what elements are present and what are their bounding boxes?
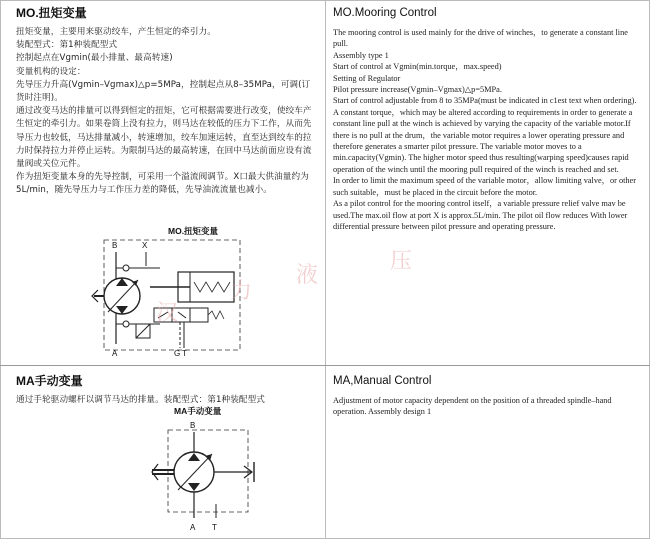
mo-diagram-title: MO.扭矩变量 [168, 226, 219, 236]
mo-zh-line-2: 装配型式：第1种装配型式 [16, 40, 118, 51]
watermark-char-1: 汉 [156, 301, 179, 326]
mo-zh-line-5: 先导压力升高(Vgmin–Vgmax)△p=5MPa，控制起点从8–35MPa，可调(订货时注明)。 [16, 79, 311, 104]
mo-en-section [333, 6, 641, 232]
mo-zh-line-3: 控制起点在Vgmin(最小排量、最高转速) [16, 53, 173, 64]
ma-port-t: T [212, 523, 217, 532]
mo-zh-line-7: 作为扭矩变量本身的先导控制，可采用一个溢流阀调节。X口最大供油量约为5L/min，随先导压力与工作压力差的降低，先导油流流量也减小。 [16, 172, 309, 196]
ma-en-line-1: Adjustment of motor capacity dependent on the position of a threaded spindle–hand operation. Assembly design 1 [333, 396, 612, 417]
mo-port-b: B [112, 241, 118, 250]
section-divider [0, 365, 650, 366]
mo-en-title: MO.Mooring Control [333, 7, 437, 19]
ma-hydraulic-diagram [140, 404, 270, 536]
mo-en-line-2: Assembly type 1 [333, 50, 389, 60]
mo-zh-line-6: 通过改变马达的排量可以得到恒定的扭矩，它可根据需要进行改变，使绞车产生恒定的牵引力。如果卷筒上没有拉力，则马达在较低的压力下工作，从而先导压力也较低，马达排量减小，转速增加，绞车加速运转，直至达到绞车的拉力时保持拉力并停止运转。为限制马达的最高转速，在回中马达前面应设有流量阀或关位元件。 [16, 106, 312, 170]
ma-zh-title: MA手动变量 [16, 374, 83, 388]
mo-port-t: T [182, 349, 187, 358]
watermark-char-2: 力 [230, 279, 253, 304]
mo-en-line-7: A constant torque，which may be altered according to requirements in order to generate a constant line pull at the winch is achieved by varying the capacity of the variable motor.If there is no pull at the drum，the variable motor requires a lower operating pressure and therefore generates a smarter pilot pressure. The variable motor moves to a min.capacity(Vgmin). The higher motor speed thus resulting(warping speed)causes rapid operation of the winch until the mooring pull required of the winch is reached and set. [333, 107, 633, 174]
mo-port-g: G [174, 349, 181, 358]
ma-port-b: B [190, 421, 196, 430]
watermark-char-3: 液 [296, 263, 319, 288]
mo-en-line-4: Setting of Regulator [333, 73, 401, 83]
ma-zh-line-1: 通过手轮驱动螺杆以调节马达的排量。装配型式：第1种装配型式 [16, 395, 265, 405]
mo-zh-title: MO.扭矩变量 [16, 6, 87, 20]
ma-diagram-title: MA手动变量 [174, 406, 222, 416]
mo-en-line-6: Start of control adjustable from 8 to 35MPa(must be indicated in c1est text when ordering). [333, 96, 637, 106]
column-divider [325, 0, 326, 539]
mo-port-a: A [112, 349, 118, 358]
mo-hydraulic-diagram [90, 224, 280, 364]
mo-zh-line-1: 扭矩变量，主要用来驱动绞车，产生恒定的牵引力。 [16, 27, 216, 37]
mo-port-x: X [142, 241, 148, 250]
mo-zh-section [16, 6, 316, 198]
ma-port-a: A [190, 523, 196, 532]
mo-en-line-8: In order to limit the maximum speed of the variable motor，allow limiting valve，or other such suitable，must be placed in the circuit before the motor. [333, 176, 636, 197]
mo-en-line-9: As a pilot control for the mooring control itself，a variable pressure relief valve mav be used.The max.oil flow at port X is approx.5L/min. The pilot oil flow reduces With lower differential pressure between pilot pressure and operating pressure. [333, 199, 628, 231]
mo-circuit-svg [90, 224, 280, 364]
ma-zh-section [16, 374, 316, 407]
watermark-char-4: 压 [390, 249, 413, 274]
mo-en-line-1: The mooring control is used mainly for the drive of winches，to generate a constant line pull. [333, 28, 628, 49]
ma-en-section [333, 374, 641, 418]
mo-en-line-3: Start of control at Vgmin(min.torque，max.speed) [333, 62, 502, 72]
ma-circuit-svg [140, 404, 270, 536]
mo-zh-line-4: 变量机构的设定： [16, 66, 86, 77]
ma-en-title: MA,Manual Control [333, 375, 432, 387]
mo-en-line-5: Pilot pressure increase(Vgmin–Vgmax)△p=5MPa. [333, 85, 502, 95]
